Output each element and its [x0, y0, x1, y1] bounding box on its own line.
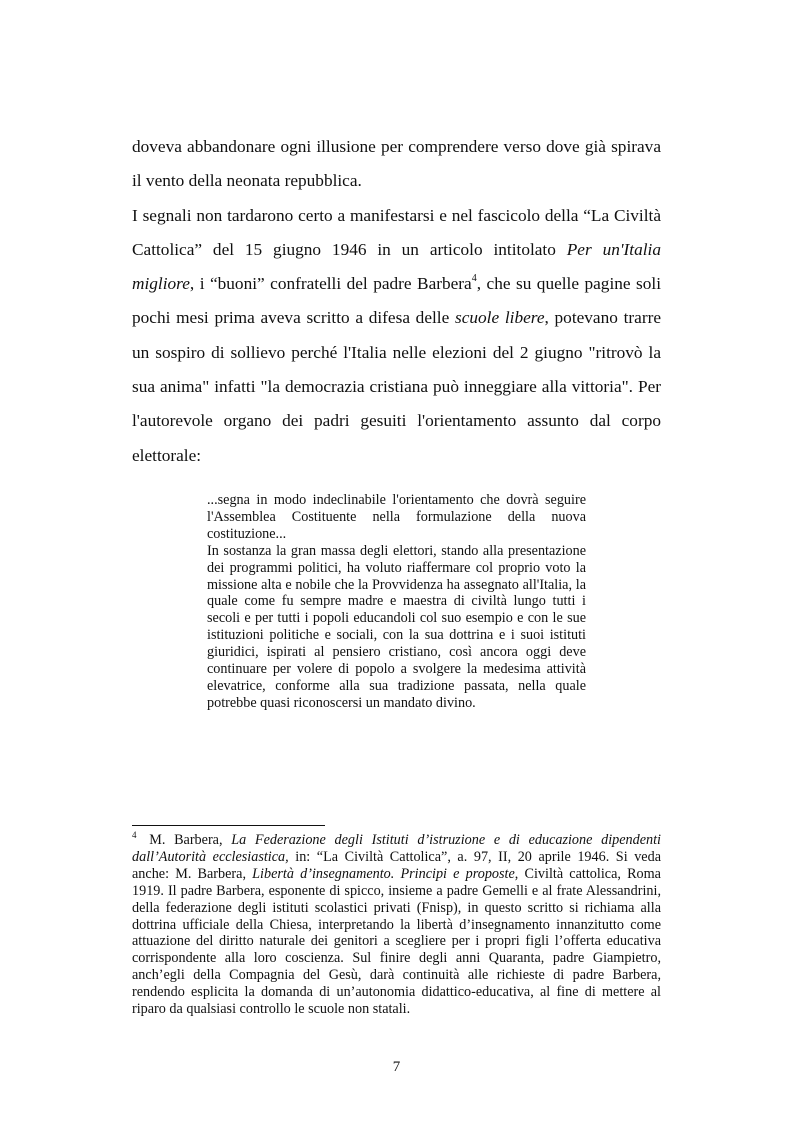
paragraph-2-text-d: , potevano trarre un sospiro di sollievo perché l'Italia nelle elezioni del 2 giugno "ritrovò la sua anima" infatti "la democrazia cristiana può inneggiare alla vittoria". Per l'autorevole organo dei padri gesuiti l'orientamento assunto dal corpo elettorale:	[132, 308, 661, 465]
main-text	[132, 130, 661, 473]
quote-paragraph-1: ...segna in modo indeclinabile l'orientamento che dovrà seguire l'Assemblea Costituente nella formulazione della nuova costituzione...	[207, 492, 586, 542]
footnote-title-2: Libertà d’insegnamento. Principi e proposte	[252, 865, 515, 882]
footnote-title-1: La Federazione degli Istituti d’istruzione e di educazione dipendenti dall’Autorità ecclesiastica,	[132, 832, 661, 865]
footnote-separator	[132, 825, 325, 826]
paragraph-2-text-b: , i “buoni” confratelli del padre Barbera	[189, 274, 472, 294]
footnote-number: 4	[132, 830, 137, 840]
footnote-4	[132, 832, 661, 1018]
footnote-reference[interactable]: 4	[471, 273, 477, 285]
footnote-text-a: M. Barbera,	[140, 832, 232, 848]
footnote-text-b: in: “La Civiltà Cattolica”, a. 97, II, 20 aprile 1946. Si veda anche: M. Barbera,	[132, 848, 661, 882]
paragraph-1-text: doveva abbandonare ogni illusione per comprendere verso dove già spirava il vento della neonata repubblica.	[132, 137, 661, 191]
paragraph-1	[132, 130, 661, 199]
paragraph-2-text-c: , che su quelle pagine soli pochi mesi prima aveva scritto a difesa delle	[132, 274, 661, 328]
block-quote	[207, 492, 586, 712]
article-title: Per un'Italia migliore	[132, 239, 661, 294]
footnote-text-c: , Civiltà cattolica, Roma 1919. Il padre Barbera, esponente di spicco, insieme a padre Gemelli e al frate Alessandrini, della federazione degli istituti scolastici privati (Fnisp), in questo scritto si richiama alla dottrina ufficiale della Chiesa, interpretando la libertà d’insegnamento innanzitutto come attuazione del diritto naturale dei genitori a scegliere per i propri figli l’offerta educativa corrispondente alla loro coscienza. Sul finire degli anni Quaranta, padre Giampietro, anch’egli della Compagnia del Gesù, darà continuità alle richieste di padre Barbera, rendendo esplicita la domanda di un’autonomia didattico-educativa, al fine di mettere al riparo da qualsiasi controllo le scuole non statali.	[132, 865, 661, 1018]
page-number: 7	[392, 1059, 401, 1075]
emphasis-scuole-libere: scuole libere	[454, 308, 545, 328]
paragraph-2-text-a: I segnali non tardarono certo a manifestarsi e nel fascicolo della “La Civiltà Cattolica” del 15 giugno 1946 in un articolo intitolato	[132, 205, 661, 259]
quote-paragraph-2: In sostanza la gran massa degli elettori, stando alla presentazione dei programmi politici, ha voluto riaffermare col proprio voto la missione alta e nobile che la Provvidenza ha assegnato all'Italia, la quale come fu sempre madre e maestra di civiltà lungo tutti i secoli e per tutti i popoli educandoli col suo esempio e con le sue istituzioni politiche e sociali, con la sua dottrina e i suoi istituti giuridici, ispirati al pensiero cristiano, così ancora oggi deve continuare per volere di popolo a svolgere la medesima attività elevatrice, conforme alla sua tradizione passata, nella quale potrebbe quasi riconoscersi un mandato divino.	[207, 542, 586, 711]
paragraph-2	[132, 199, 661, 473]
